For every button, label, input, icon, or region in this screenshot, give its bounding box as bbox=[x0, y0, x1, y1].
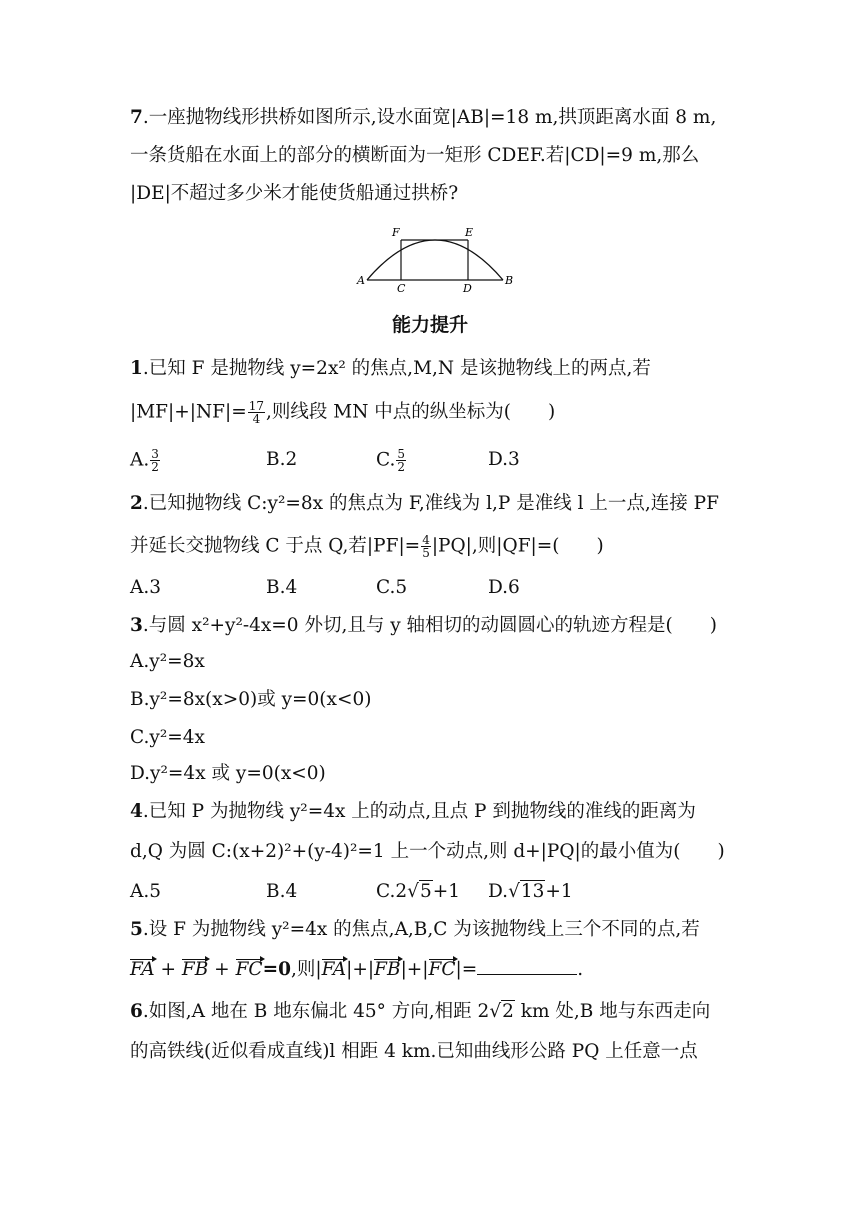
label-C: C bbox=[397, 282, 406, 294]
q6-sqrt-rad: 2 bbox=[502, 1001, 514, 1022]
vector-fa: FA bbox=[130, 959, 155, 980]
q4-text-1: .已知 P 为抛物线 y²=4x 上的动点,且点 P 到抛物线的准线的距离为 bbox=[142, 801, 696, 822]
q4-option-d-post: +1 bbox=[545, 881, 573, 902]
q4-line-2 bbox=[130, 840, 740, 864]
q5-tail: . bbox=[577, 959, 584, 980]
q1-line-1 bbox=[130, 357, 740, 381]
q7-text-3: |DE|不超过多少米才能使货船通过拱桥? bbox=[130, 183, 459, 204]
label-B: B bbox=[505, 274, 514, 287]
q2-line-1 bbox=[130, 492, 740, 516]
q4-number: 4 bbox=[130, 801, 143, 822]
q4-option-d-sqrt: √13 bbox=[508, 881, 545, 902]
q1-option-a-label: A. bbox=[130, 449, 150, 471]
q1-text-2-post: ,则线段 MN 中点的纵坐标为( ) bbox=[266, 401, 556, 423]
q5-number: 5 bbox=[130, 919, 143, 940]
q1-number: 1 bbox=[130, 358, 143, 379]
q7-line-3 bbox=[130, 182, 740, 206]
q2-option-d: D.6 bbox=[488, 577, 520, 598]
q5-line-2 bbox=[130, 958, 740, 982]
q4-option-c-pre: C.2 bbox=[376, 881, 408, 902]
q3-option-c: C.y²=4x bbox=[130, 727, 205, 748]
q4-option-a: A.5 bbox=[130, 881, 162, 902]
plus-2: + bbox=[208, 959, 236, 980]
q4-option-d-rad: 13 bbox=[520, 881, 545, 902]
q2-option-b: B.4 bbox=[266, 577, 298, 598]
q2-frac-den: 5 bbox=[422, 546, 430, 560]
zero-vector: =0 bbox=[262, 959, 291, 980]
q4-option-b: B.4 bbox=[266, 881, 298, 902]
q3-option-b: B.y²=8x(x>0)或 y=0(x<0) bbox=[130, 689, 372, 710]
plus-1: + bbox=[154, 959, 182, 980]
q4-line-1 bbox=[130, 800, 740, 824]
q1-option-c-num: 5 bbox=[397, 447, 406, 461]
q6-number: 6 bbox=[130, 1001, 143, 1022]
q6-line-1 bbox=[130, 1000, 740, 1024]
q2-fraction bbox=[421, 534, 431, 559]
q6-line-2 bbox=[130, 1040, 740, 1064]
abs-mid-1: |+| bbox=[346, 959, 375, 980]
q2-text-2-post: |PQ|,则|QF|=( ) bbox=[431, 535, 604, 557]
q1-frac-num: 17 bbox=[248, 399, 265, 413]
q6-text-1-post: km 处,B 地与东西走向 bbox=[514, 1001, 711, 1022]
vector-fa-abs: FA bbox=[321, 959, 347, 980]
q2-frac-num: 4 bbox=[422, 533, 430, 547]
q1-option-b: B.2 bbox=[266, 449, 298, 470]
q1-option-c-frac bbox=[396, 448, 406, 473]
q4-option-d-pre: D. bbox=[488, 881, 509, 902]
q2-number: 2 bbox=[130, 493, 143, 514]
arch-bridge-figure bbox=[355, 222, 515, 294]
q4-option-d bbox=[488, 880, 573, 904]
parabola-arch bbox=[367, 240, 503, 280]
q2-text-1: .已知抛物线 C:y²=8x 的焦点为 F,准线为 l,P 是准线 l 上一点,连接 PF bbox=[142, 493, 719, 514]
abs-end: |= bbox=[455, 959, 478, 980]
abs-mid-2: |+| bbox=[400, 959, 429, 980]
q5-text-1: .设 F 为抛物线 y²=4x 的焦点,A,B,C 为该抛物线上三个不同的点,若 bbox=[142, 919, 700, 940]
q1-text-1: .已知 F 是抛物线 y=2x² 的焦点,M,N 是该抛物线上的两点,若 bbox=[142, 358, 651, 379]
q1-option-a-den: 2 bbox=[151, 460, 159, 474]
q2-line-2 bbox=[130, 534, 740, 559]
q7-line-2 bbox=[130, 144, 740, 168]
q7-text-2: 一条货船在水面上的部分的横断面为一矩形 CDEF.若|CD|=9 m,那么 bbox=[130, 145, 700, 166]
label-F: F bbox=[392, 226, 400, 239]
vector-fc: FC bbox=[235, 959, 263, 980]
q1-option-a-num: 3 bbox=[151, 447, 159, 461]
q7-number: 7 bbox=[130, 107, 143, 128]
q6-sqrt: √2 bbox=[489, 1001, 514, 1022]
q2-option-a: A.3 bbox=[130, 577, 162, 598]
vector-fb: FB bbox=[181, 959, 209, 980]
section-title: 能力提升 bbox=[391, 314, 468, 336]
vector-fb-abs: FB bbox=[374, 959, 401, 980]
q7-line-1 bbox=[130, 106, 740, 130]
answer-blank bbox=[477, 958, 577, 975]
q1-text-2-pre: |MF|+|NF|= bbox=[130, 401, 247, 423]
q4-text-2: d,Q 为圆 C:(x+2)²+(y-4)²=1 上一个动点,则 d+|PQ|的最小值为( ) bbox=[130, 841, 725, 862]
q1-frac-den: 4 bbox=[252, 412, 261, 426]
q2-text-2-pre: 并延长交抛物线 C 于点 Q,若|PF|= bbox=[130, 535, 421, 557]
q4-option-c-sqrt: √5 bbox=[407, 881, 432, 902]
abs-pre: ,则| bbox=[290, 959, 322, 980]
q2-option-c: C.5 bbox=[376, 577, 408, 598]
label-E: E bbox=[465, 226, 474, 239]
q4-option-c bbox=[376, 880, 460, 904]
q1-option-c-label: C. bbox=[376, 449, 396, 471]
q6-text-1-pre: .如图,A 地在 B 地东偏北 45° 方向,相距 2 bbox=[142, 1001, 490, 1022]
vector-fc-abs: FC bbox=[428, 959, 456, 980]
q1-option-a bbox=[130, 448, 161, 473]
q4-option-c-rad: 5 bbox=[419, 881, 432, 902]
q3-option-a: A.y²=8x bbox=[130, 651, 205, 672]
q3-option-d: D.y²=4x 或 y=0(x<0) bbox=[130, 763, 326, 784]
q3-number: 3 bbox=[130, 615, 143, 636]
q4-option-c-post: +1 bbox=[432, 881, 461, 902]
q5-line-1 bbox=[130, 918, 740, 942]
q1-fraction bbox=[248, 400, 265, 425]
q3-text-1: .与圆 x²+y²-4x=0 外切,且与 y 轴相切的动圆圆心的轨迹方程是( ) bbox=[142, 615, 717, 636]
q3-line-1 bbox=[130, 614, 740, 638]
q1-option-c-den: 2 bbox=[397, 460, 406, 474]
q6-text-2: 的高铁线(近似看成直线)l 相距 4 km.已知曲线形公路 PQ 上任意一点 bbox=[130, 1041, 698, 1062]
label-D: D bbox=[463, 282, 472, 294]
q1-option-a-frac bbox=[150, 448, 160, 473]
q1-line-2 bbox=[130, 400, 740, 425]
q1-option-d: D.3 bbox=[488, 449, 520, 470]
label-A: A bbox=[357, 274, 365, 287]
q1-option-c bbox=[376, 448, 407, 473]
q7-text-1: .一座抛物线形拱桥如图所示,设水面宽|AB|=18 m,拱顶距离水面 8 m, bbox=[142, 107, 717, 128]
